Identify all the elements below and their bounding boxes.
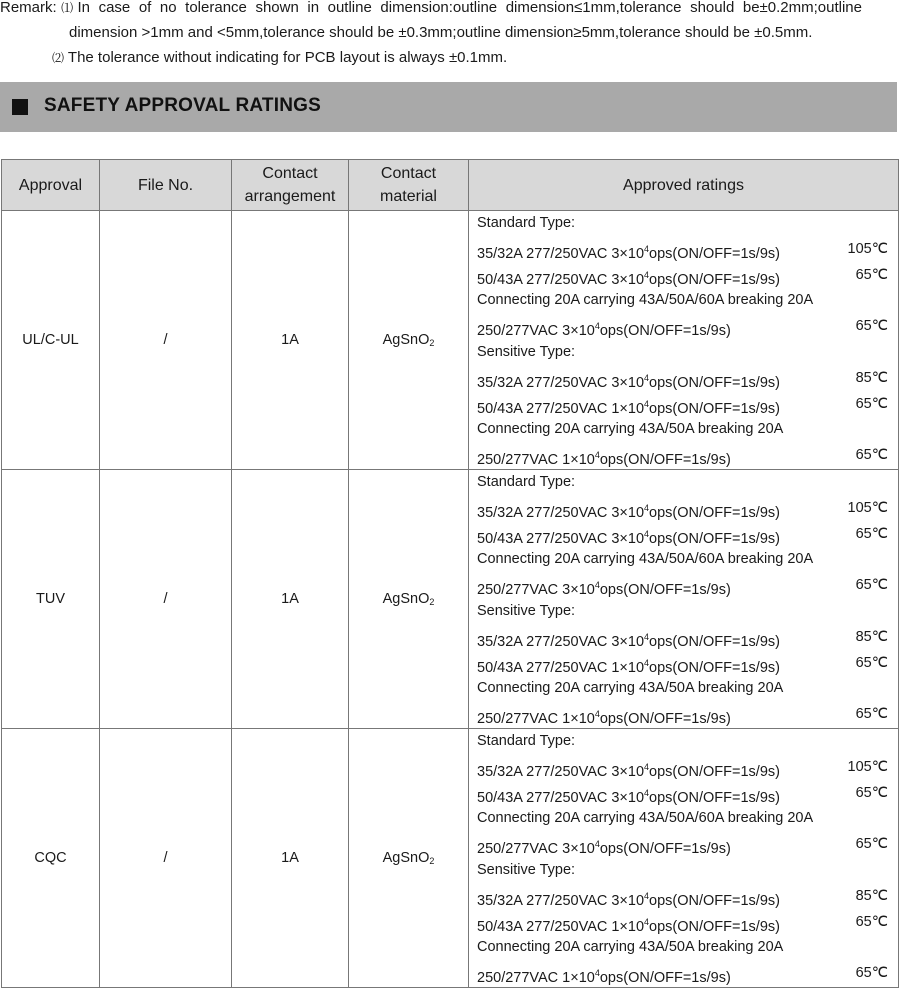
rating-text <box>477 237 780 263</box>
rating-exponent: 4 <box>594 321 600 332</box>
contact-material-cell <box>349 211 469 470</box>
rating-text-main: 50/43A 277/250VAC 3×10 <box>477 530 645 547</box>
rating-temperature: 105℃ <box>847 758 888 775</box>
rating-line <box>477 470 888 496</box>
rating-temperature: 105℃ <box>847 499 888 516</box>
header-contact-material <box>349 160 469 211</box>
rating-line <box>477 599 888 625</box>
rating-line <box>477 625 888 651</box>
rating-line <box>477 496 888 522</box>
rating-text <box>477 961 731 987</box>
rating-line <box>477 910 888 936</box>
contact-arrangement-cell: 1A <box>232 469 349 728</box>
rating-text-main: 35/32A 277/250VAC 3×10 <box>477 374 645 391</box>
remark-label: Remark: <box>0 0 57 16</box>
rating-line <box>477 573 888 599</box>
rating-exponent: 4 <box>594 839 600 850</box>
rating-text-main: 35/32A 277/250VAC 3×10 <box>477 504 645 521</box>
rating-text-ops: ops(ON/OFF=1s/9s) <box>649 374 780 391</box>
contact-arrangement-cell: 1A <box>232 211 349 470</box>
table-row <box>2 469 899 728</box>
rating-text-main: 50/43A 277/250VAC 3×10 <box>477 271 645 288</box>
rating-text <box>477 417 783 443</box>
header-approved-ratings: Approved ratings <box>469 160 899 211</box>
rating-text-ops: ops(ON/OFF=1s/9s) <box>599 323 731 340</box>
table-header-row <box>2 160 899 211</box>
material-subscript-text: 2 <box>429 337 435 348</box>
rating-temperature: 65℃ <box>855 577 888 594</box>
header-contact-arrangement-line-2: arrangement <box>244 188 336 205</box>
rating-text-ops: ops(ON/OFF=1s/9s) <box>649 789 780 806</box>
rating-text <box>477 547 813 573</box>
rating-text-main: 250/277VAC 3×10 <box>477 841 595 858</box>
header-contact-arrangement-line-1: Contact <box>262 165 318 182</box>
rating-text <box>477 522 780 548</box>
rating-line <box>477 340 888 366</box>
rating-line <box>477 755 888 781</box>
header-file-no: File No. <box>100 160 232 211</box>
section-header <box>0 82 897 132</box>
rating-text-main: Connecting 20A carrying 43A/50A breaking 20A <box>477 421 784 438</box>
file-no-cell: / <box>100 728 232 987</box>
rating-exponent: 4 <box>644 528 650 539</box>
remark-line-2: dimension >1mm and <5mm,tolerance should be ±0.3mm;outline dimension≥5mm,tolerance should be ±0.5mm. <box>69 24 813 41</box>
rating-text-main: 250/277VAC 1×10 <box>477 711 595 728</box>
rating-temperature: 65℃ <box>855 784 888 801</box>
rating-exponent: 4 <box>644 761 650 772</box>
rating-exponent: 4 <box>644 243 650 254</box>
rating-text <box>477 858 575 884</box>
table-row <box>2 211 899 470</box>
material-base-text: AgSnO <box>382 590 430 607</box>
rating-text-ops: ops(ON/OFF=1s/9s) <box>649 892 780 909</box>
rating-line <box>477 806 888 832</box>
rating-exponent: 4 <box>644 631 650 642</box>
rating-text <box>477 729 575 755</box>
remark-line-3 <box>52 45 507 71</box>
rating-line <box>477 522 888 548</box>
rating-text-main: 250/277VAC 1×10 <box>477 970 595 987</box>
rating-text-main: 50/43A 277/250VAC 1×10 <box>477 918 645 935</box>
rating-text <box>477 211 575 237</box>
rating-text-ops: ops(ON/OFF=1s/9s) <box>599 582 731 599</box>
rating-text-main: Standard Type: <box>477 732 576 749</box>
contact-material-cell <box>349 728 469 987</box>
rating-temperature: 65℃ <box>855 836 888 853</box>
rating-text-main: 35/32A 277/250VAC 3×10 <box>477 763 645 780</box>
rating-temperature: 65℃ <box>855 913 888 930</box>
rating-text <box>477 340 575 366</box>
rating-text <box>477 443 731 469</box>
rating-temperature: 65℃ <box>855 965 888 982</box>
square-bullet-icon <box>12 99 28 115</box>
rating-text <box>477 832 731 858</box>
rating-text <box>477 702 731 728</box>
rating-text-ops: ops(ON/OFF=1s/9s) <box>649 504 780 521</box>
material-base-text: AgSnO <box>382 849 430 866</box>
rating-temperature: 85℃ <box>855 628 888 645</box>
rating-exponent: 4 <box>644 372 650 383</box>
rating-text <box>477 676 783 702</box>
rating-exponent: 4 <box>644 916 650 927</box>
approval-cell: UL/C-UL <box>2 211 100 470</box>
header-contact-material-line-2: material <box>380 188 437 205</box>
material-base-text: AgSnO <box>382 331 430 348</box>
rating-text <box>477 755 780 781</box>
remark-text-3: The tolerance without indicating for PCB layout is always ±0.1mm. <box>67 49 508 66</box>
rating-temperature: 65℃ <box>855 395 888 412</box>
rating-exponent: 4 <box>644 502 650 513</box>
rating-text <box>477 263 780 289</box>
rating-text-main: 50/43A 277/250VAC 1×10 <box>477 659 645 676</box>
rating-line <box>477 547 888 573</box>
file-no-cell: / <box>100 211 232 470</box>
rating-temperature: 105℃ <box>847 240 888 257</box>
rating-text <box>477 599 575 625</box>
rating-line <box>477 314 888 340</box>
rating-text <box>477 288 813 314</box>
rating-temperature: 85℃ <box>855 887 888 904</box>
rating-text-main: Connecting 20A carrying 43A/50A/60A breaking 20A <box>477 810 814 827</box>
rating-line <box>477 676 888 702</box>
rating-text-main: Standard Type: <box>477 215 576 231</box>
rating-text <box>477 496 780 522</box>
rating-text <box>477 935 783 961</box>
rating-text-main: Connecting 20A carrying 43A/50A breaking 20A <box>477 680 784 697</box>
rating-text-main: Standard Type: <box>477 473 576 490</box>
rating-temperature: 65℃ <box>855 706 888 723</box>
remark-text-1: In case of no tolerance shown in outline dimension:outline dimension≤1mm,tolerance should be±0.2mm;outline <box>77 0 862 16</box>
rating-text <box>477 884 780 910</box>
rating-text-main: 250/277VAC 3×10 <box>477 582 595 599</box>
rating-line <box>477 702 888 728</box>
approved-ratings-cell <box>469 728 899 987</box>
rating-text-ops: ops(ON/OFF=1s/9s) <box>649 659 780 676</box>
rating-text-ops: ops(ON/OFF=1s/9s) <box>649 763 780 780</box>
contact-material-cell <box>349 469 469 728</box>
rating-temperature: 65℃ <box>855 318 888 335</box>
rating-text <box>477 470 575 496</box>
rating-line <box>477 884 888 910</box>
rating-text-main: Sensitive Type: <box>477 343 576 360</box>
rating-line <box>477 392 888 418</box>
rating-text-main: Connecting 20A carrying 43A/50A/60A breaking 20A <box>477 292 814 309</box>
rating-text <box>477 573 731 599</box>
rating-text-main: 250/277VAC 3×10 <box>477 323 595 340</box>
remark-line-1 <box>0 0 862 21</box>
rating-text-main: Sensitive Type: <box>477 602 576 619</box>
rating-temperature: 65℃ <box>855 525 888 542</box>
approved-ratings-cell <box>469 469 899 728</box>
header-contact-arrangement <box>232 160 349 211</box>
rating-text-ops: ops(ON/OFF=1s/9s) <box>649 400 780 417</box>
contact-arrangement-cell: 1A <box>232 728 349 987</box>
rating-line <box>477 832 888 858</box>
rating-exponent: 4 <box>644 787 650 798</box>
header-approval: Approval <box>2 160 100 211</box>
rating-line <box>477 288 888 314</box>
rating-text-main: 250/277VAC 1×10 <box>477 452 595 469</box>
rating-text-main: 35/32A 277/250VAC 3×10 <box>477 245 645 262</box>
rating-text-ops: ops(ON/OFF=1s/9s) <box>649 918 780 935</box>
rating-line <box>477 237 888 263</box>
rating-line <box>477 651 888 677</box>
rating-text-main: Sensitive Type: <box>477 861 576 878</box>
approval-ratings-table <box>1 159 899 988</box>
rating-text <box>477 806 813 832</box>
approval-cell: TUV <box>2 469 100 728</box>
rating-exponent: 4 <box>644 398 650 409</box>
remark-marker-1: ⑴ <box>56 1 78 15</box>
rating-line <box>477 366 888 392</box>
rating-line <box>477 961 888 987</box>
rating-temperature: 65℃ <box>855 266 888 283</box>
header-contact-material-line-1: Contact <box>380 165 437 182</box>
rating-text <box>477 625 780 651</box>
rating-line <box>477 935 888 961</box>
rating-text <box>477 392 780 418</box>
rating-text <box>477 366 780 392</box>
rating-text-main: 50/43A 277/250VAC 3×10 <box>477 789 645 806</box>
rating-line <box>477 211 888 237</box>
rating-text-main: 35/32A 277/250VAC 3×10 <box>477 892 645 909</box>
rating-line <box>477 858 888 884</box>
rating-text-ops: ops(ON/OFF=1s/9s) <box>649 271 780 288</box>
rating-exponent: 4 <box>594 580 600 591</box>
rating-text-main: 50/43A 277/250VAC 1×10 <box>477 400 645 417</box>
rating-line <box>477 781 888 807</box>
rating-text-ops: ops(ON/OFF=1s/9s) <box>599 452 731 469</box>
rating-text <box>477 910 780 936</box>
rating-text-main: Connecting 20A carrying 43A/50A breaking 20A <box>477 939 784 956</box>
rating-exponent: 4 <box>594 709 600 720</box>
rating-exponent: 4 <box>594 968 600 979</box>
rating-text-ops: ops(ON/OFF=1s/9s) <box>599 711 731 728</box>
rating-text-ops: ops(ON/OFF=1s/9s) <box>599 841 731 858</box>
approval-cell: CQC <box>2 728 100 987</box>
rating-exponent: 4 <box>644 890 650 901</box>
rating-exponent: 4 <box>644 657 650 668</box>
rating-line <box>477 443 888 469</box>
rating-temperature: 65℃ <box>855 447 888 464</box>
rating-text <box>477 781 780 807</box>
table-row <box>2 728 899 987</box>
material-subscript-text: 2 <box>429 596 435 607</box>
rating-line <box>477 729 888 755</box>
file-no-cell: / <box>100 469 232 728</box>
rating-temperature: 65℃ <box>855 654 888 671</box>
section-title: SAFETY APPROVAL RATINGS <box>44 95 321 116</box>
material-subscript-text: 2 <box>429 855 435 866</box>
rating-text-ops: ops(ON/OFF=1s/9s) <box>599 970 731 987</box>
rating-line <box>477 417 888 443</box>
rating-text-ops: ops(ON/OFF=1s/9s) <box>649 530 780 547</box>
remark-marker-2: ⑵ <box>52 51 65 65</box>
rating-exponent: 4 <box>594 450 600 461</box>
rating-text-main: Connecting 20A carrying 43A/50A/60A breaking 20A <box>477 551 814 568</box>
approved-ratings-cell <box>469 211 899 470</box>
rating-text-ops: ops(ON/OFF=1s/9s) <box>649 633 780 650</box>
rating-text <box>477 651 780 677</box>
rating-temperature: 85℃ <box>855 369 888 386</box>
rating-text-ops: ops(ON/OFF=1s/9s) <box>649 245 780 262</box>
rating-exponent: 4 <box>644 269 650 280</box>
rating-text-main: 35/32A 277/250VAC 3×10 <box>477 633 645 650</box>
rating-text <box>477 314 731 340</box>
rating-line <box>477 263 888 289</box>
